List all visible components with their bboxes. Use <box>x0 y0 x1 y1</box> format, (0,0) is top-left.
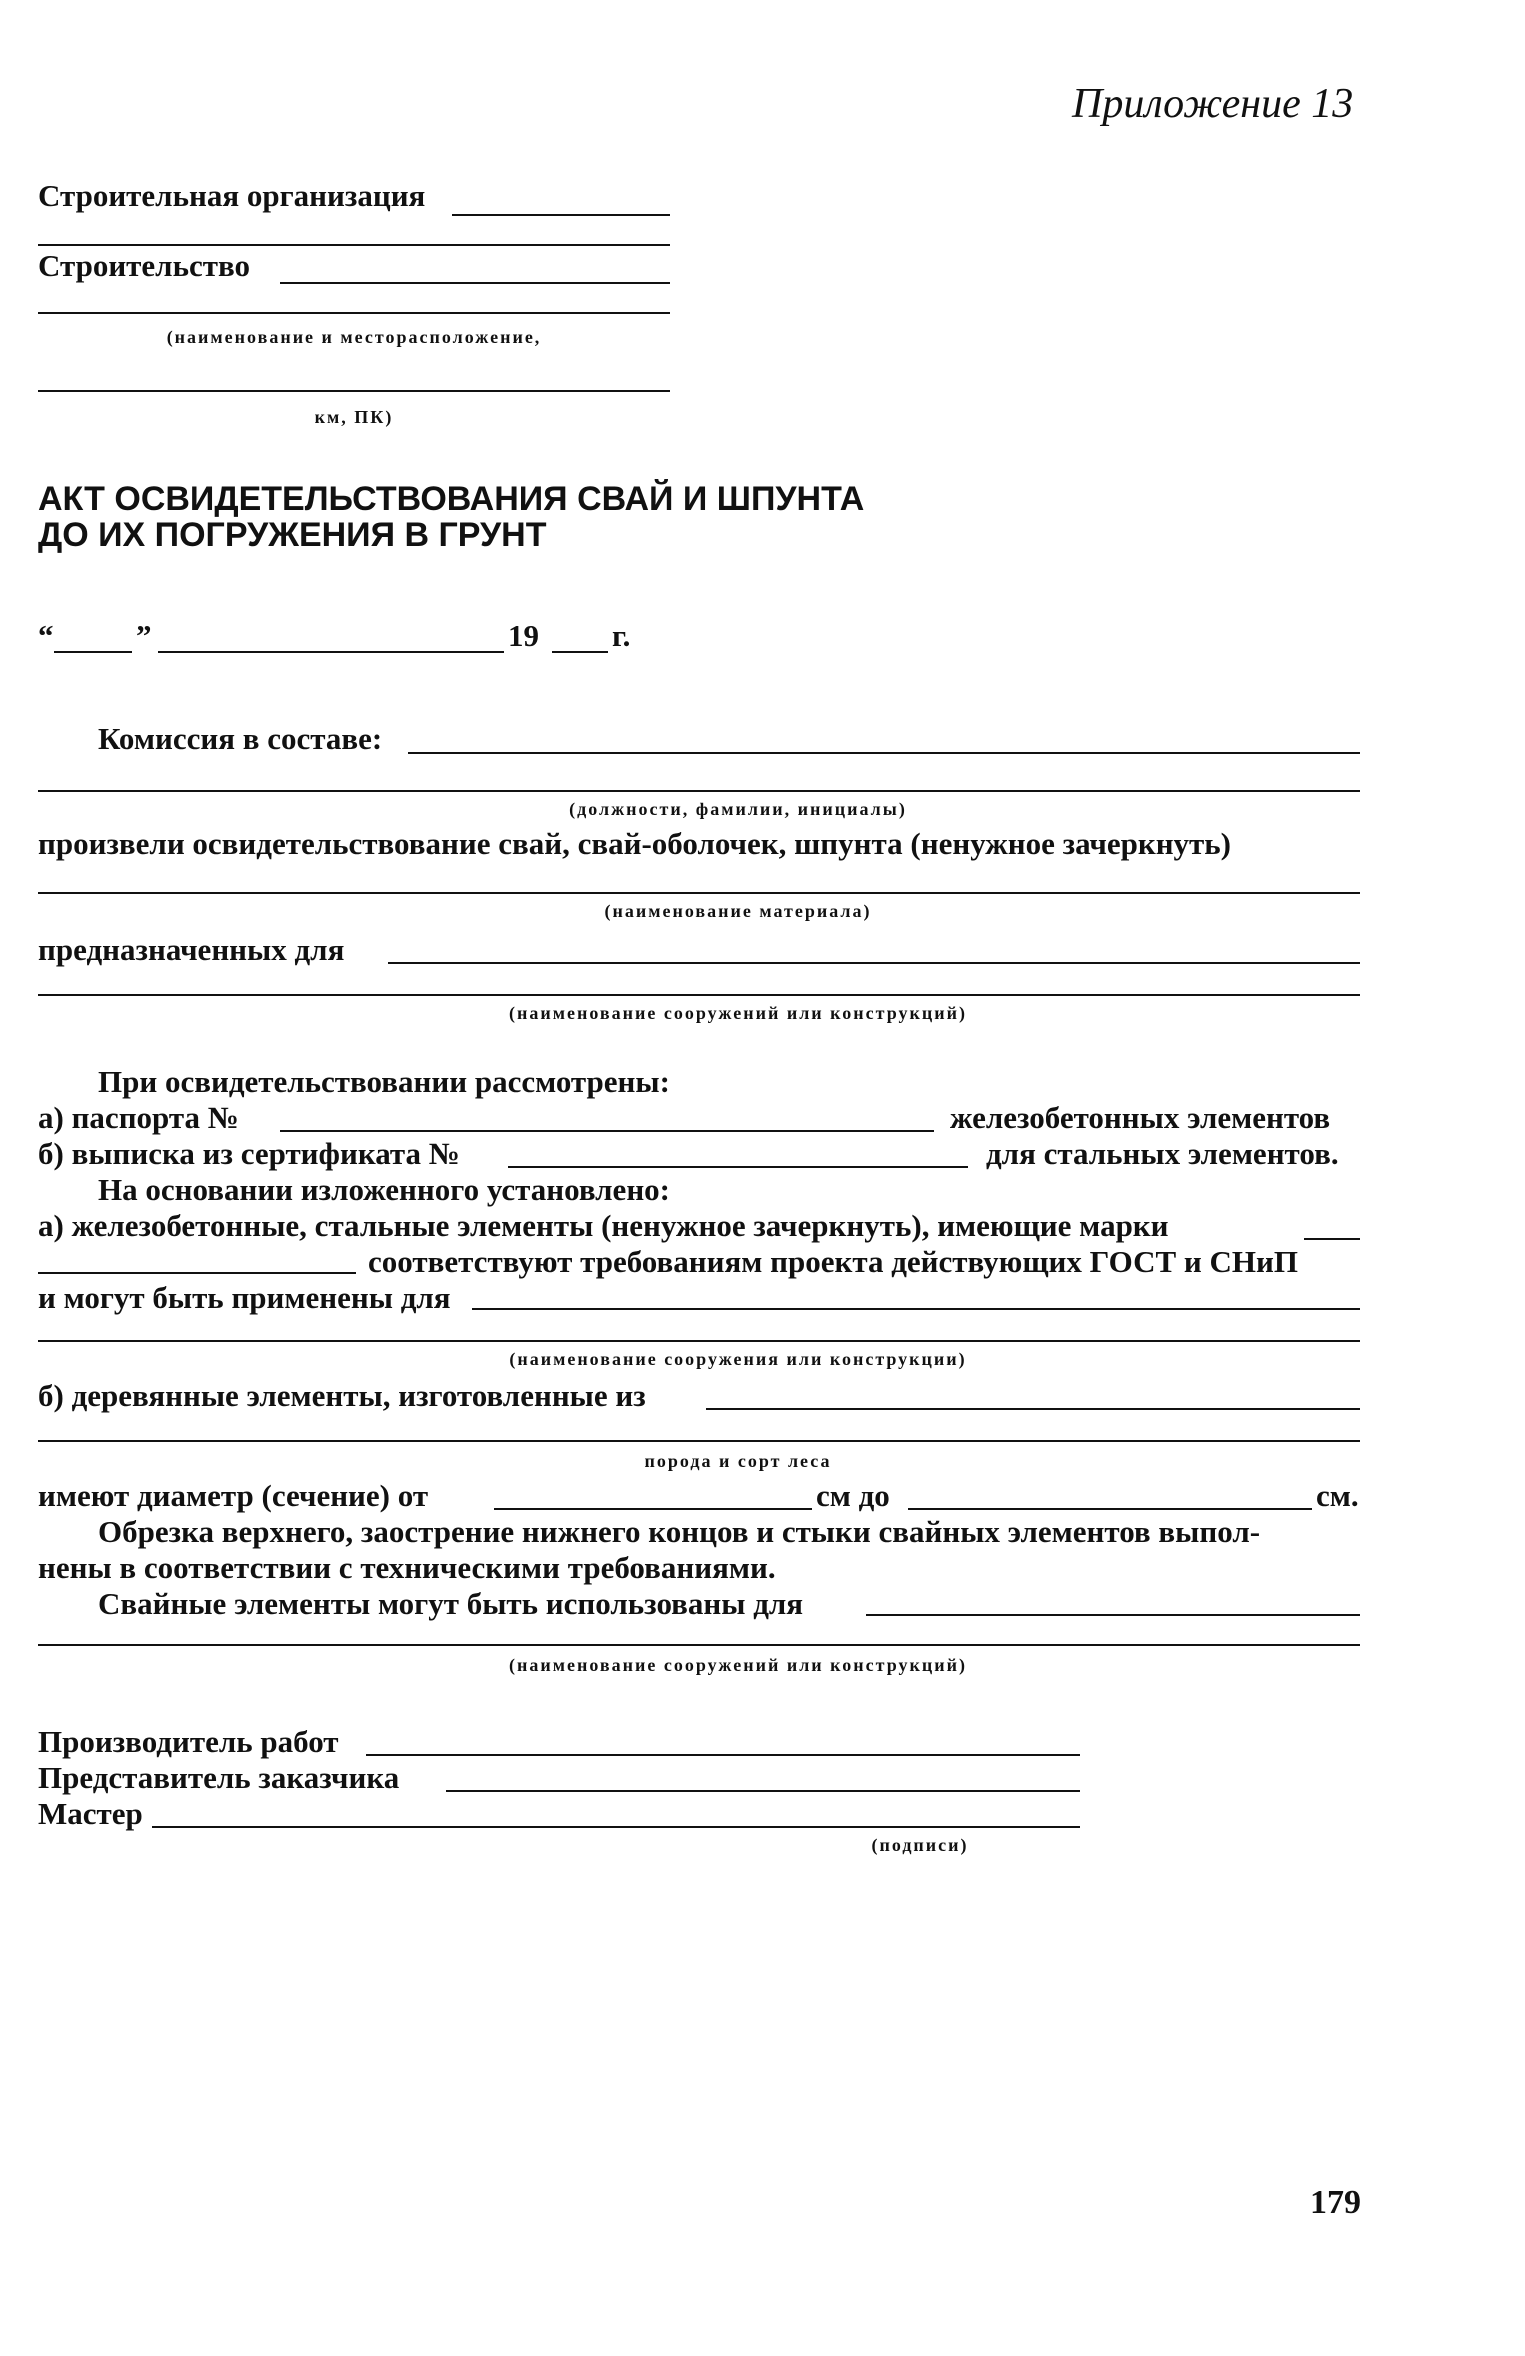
date-year-prefix: 19 <box>508 618 539 653</box>
customer-label: Представитель заказчика <box>38 1760 400 1795</box>
cm-end-label: см. <box>1316 1478 1359 1513</box>
can-apply-label: и могут быть применены для <box>38 1280 451 1315</box>
page-number: 179 <box>1310 2184 1361 2221</box>
customer-signature-field[interactable] <box>446 1790 1080 1792</box>
cm-to-label: см до <box>816 1478 890 1513</box>
act-title-line2: ДО ИХ ПОГРУЖЕНИЯ В ГРУНТ <box>38 516 547 554</box>
elements-line: а) железобетонные, стальные элементы (ненужное зачеркнуть), имеющие марки <box>38 1208 1169 1243</box>
comply-text: соответствуют требованиям проекта действующих ГОСТ и СНиП <box>368 1244 1298 1279</box>
extract-label: б) выписка из сертификата № <box>38 1136 460 1171</box>
separator-line <box>38 244 670 246</box>
based-on-label: На основании изложенного установлено: <box>98 1172 671 1207</box>
caption-positions: (должности, фамилии, инициалы) <box>569 799 907 819</box>
extract-field[interactable] <box>508 1166 968 1168</box>
wooden-label: б) деревянные элементы, изготовленные из <box>38 1378 646 1413</box>
elements-mark-field[interactable] <box>1304 1238 1360 1240</box>
construction-field-line3[interactable] <box>38 390 670 392</box>
caption-name-location: (наименование и месторасположение, <box>166 327 542 347</box>
producer-label: Производитель работ <box>38 1724 339 1759</box>
diameter-from-label: имеют диаметр (сечение) от <box>38 1478 429 1513</box>
passport-suffix: железобетонных элементов <box>950 1100 1331 1135</box>
performed-text: произвели освидетельствование свай, свай-оболочек, шпунта (ненужное зачеркнуть) <box>38 826 1232 861</box>
pile-usage-label: Свайные элементы могут быть использованы для <box>98 1586 804 1621</box>
organization-label: Строительная организация <box>38 178 426 213</box>
reviewed-label: При освидетельствовании рассмотрены: <box>98 1064 670 1099</box>
commission-label: Комиссия в составе: <box>98 721 383 756</box>
date-open-quote: “ <box>38 618 54 653</box>
construction-field-line2[interactable] <box>38 312 670 314</box>
commission-field[interactable] <box>408 752 1360 754</box>
organization-field[interactable] <box>452 214 670 216</box>
construction-field[interactable] <box>280 282 670 284</box>
construction-label: Строительство <box>38 248 250 283</box>
caption-material: (наименование материала) <box>604 901 872 921</box>
caption-km-pk: км, ПК) <box>314 407 394 427</box>
elements-mark-field-line2[interactable] <box>38 1272 356 1274</box>
diameter-to-field[interactable] <box>908 1508 1312 1510</box>
master-label: Мастер <box>38 1796 143 1831</box>
passport-label: а) паспорта № <box>38 1100 239 1135</box>
master-signature-field[interactable] <box>152 1826 1080 1828</box>
date-year-suffix: г. <box>612 618 631 653</box>
wooden-field[interactable] <box>706 1408 1360 1410</box>
pile-usage-field[interactable] <box>866 1614 1360 1616</box>
diameter-from-field[interactable] <box>494 1508 812 1510</box>
commission-field-line2[interactable] <box>38 790 1360 792</box>
trim-text-line2: нены в соответствии с техническими требованиями. <box>38 1550 776 1585</box>
material-field[interactable] <box>38 892 1360 894</box>
caption-structures-2: (наименование сооружений или конструкций) <box>509 1655 967 1675</box>
producer-signature-field[interactable] <box>366 1754 1080 1756</box>
pile-usage-field-line2[interactable] <box>38 1644 1360 1646</box>
wooden-field-line2[interactable] <box>38 1440 1360 1442</box>
can-apply-field[interactable] <box>472 1308 1360 1310</box>
passport-field[interactable] <box>280 1130 934 1132</box>
intended-for-field[interactable] <box>388 962 1360 964</box>
date-close-quote: ” <box>136 618 152 653</box>
caption-signatures: (подписи) <box>871 1835 969 1855</box>
caption-wood: порода и сорт леса <box>644 1451 832 1471</box>
date-year-field[interactable] <box>552 651 608 653</box>
appendix-label: Приложение 13 <box>1072 81 1354 127</box>
can-apply-field-line2[interactable] <box>38 1340 1360 1342</box>
intended-for-label: предназначенных для <box>38 932 345 967</box>
caption-structure: (наименование сооружения или конструкции) <box>509 1349 967 1369</box>
act-title-line1: АКТ ОСВИДЕТЕЛЬСТВОВАНИЯ СВАЙ И ШПУНТА <box>38 480 865 518</box>
extract-suffix: для стальных элементов. <box>986 1136 1339 1171</box>
trim-text-line1: Обрезка верхнего, заострение нижнего концов и стыки свайных элементов выпол- <box>98 1514 1261 1549</box>
date-month-field[interactable] <box>158 651 504 653</box>
intended-for-field-line2[interactable] <box>38 994 1360 996</box>
date-day-field[interactable] <box>54 651 132 653</box>
caption-structures: (наименование сооружений или конструкций) <box>509 1003 967 1023</box>
